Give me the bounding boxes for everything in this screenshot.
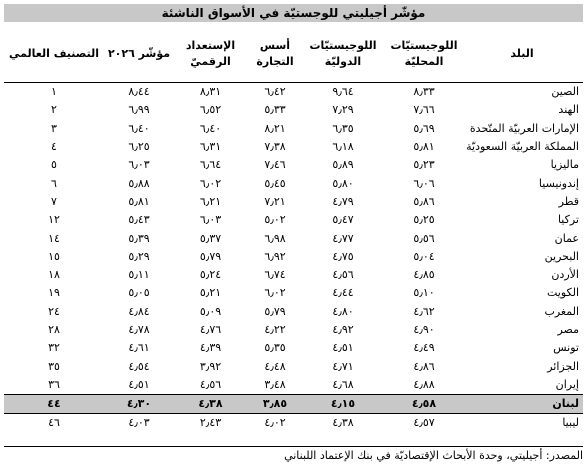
cell-intl-logistics: ٧٫٢٩ xyxy=(332,103,354,117)
cell-country: عمان xyxy=(554,231,579,245)
cell-digital-readiness: ٤٫٣٩ xyxy=(199,341,222,355)
cell-index-2026: ٥٫٢٩ xyxy=(128,249,150,263)
table-row xyxy=(4,376,583,395)
cell-index-2026: ٦٫٤٠ xyxy=(128,121,150,135)
table-row xyxy=(4,321,583,339)
cell-business-fundamentals: ٦٫٩٢ xyxy=(264,249,286,263)
cell-business-fundamentals: ٧٫٢١ xyxy=(264,194,286,208)
cell-global-rank: ٣٢ xyxy=(48,341,60,355)
table-row xyxy=(4,156,583,174)
cell-local-logistics: ٥٫٢٥ xyxy=(413,213,435,227)
cell-global-rank: ١٥ xyxy=(48,249,60,263)
table-row xyxy=(4,193,583,211)
header-business-fundamentals: أسس التجارة xyxy=(247,26,303,83)
cell-local-logistics: ٥٫٢٣ xyxy=(413,158,435,172)
cell-business-fundamentals: ٤٫٠٢ xyxy=(264,416,286,430)
table-row xyxy=(4,303,583,321)
cell-digital-readiness: ٢٫٤٣ xyxy=(199,416,222,430)
cell-intl-logistics: ٥٫٤٧ xyxy=(332,213,354,227)
cell-global-rank: ٦ xyxy=(51,176,57,190)
cell-global-rank: ٢٤ xyxy=(48,304,60,318)
cell-index-2026: ٦٫٩٩ xyxy=(128,103,150,117)
cell-business-fundamentals: ٧٫٤٦ xyxy=(264,158,286,172)
header-row xyxy=(4,26,583,83)
cell-index-2026: ٦٫٢٥ xyxy=(128,140,150,154)
table-row xyxy=(4,414,583,433)
cell-business-fundamentals: ٥٫٠٢ xyxy=(264,213,286,227)
cell-country: إندونيسيا xyxy=(538,176,579,190)
cell-global-rank: ١ xyxy=(51,85,57,99)
table-row xyxy=(4,357,583,375)
cell-global-rank: ١٤ xyxy=(48,231,60,245)
cell-index-2026: ٤٫٥٤ xyxy=(128,359,150,373)
cell-digital-readiness: ٥٫٣٧ xyxy=(199,231,222,245)
cell-global-rank: ١٨ xyxy=(48,268,60,282)
table-row xyxy=(4,138,583,156)
cell-digital-readiness: ٣٫٩٢ xyxy=(199,359,222,373)
header-country: البلد xyxy=(465,26,583,83)
cell-intl-logistics: ٤٫٥١ xyxy=(332,341,354,355)
cell-business-fundamentals: ٥٫٤٥ xyxy=(264,176,286,190)
table-row xyxy=(4,229,583,247)
cell-local-logistics: ٥٫٨١ xyxy=(413,140,435,154)
cell-digital-readiness: ٤٫٣٨ xyxy=(174,395,247,414)
cell-business-fundamentals: ٦٫٩٨ xyxy=(264,231,286,245)
cell-global-rank: ٤٤ xyxy=(4,395,104,414)
cell-business-fundamentals: ٨٫٢١ xyxy=(264,121,286,135)
cell-local-logistics: ٤٫٩٠ xyxy=(413,323,435,336)
cell-global-rank: ٣ xyxy=(51,121,57,135)
cell-local-logistics: ٥٫١٠ xyxy=(413,286,435,300)
cell-business-fundamentals: ٤٫٢٢ xyxy=(264,323,286,336)
cell-global-rank: ٣٦ xyxy=(48,377,60,391)
cell-local-logistics: ٥٫٥٦ xyxy=(413,231,435,245)
cell-country: الإمارات العربيّة المتّحدة xyxy=(469,121,579,135)
cell-country: الأردن xyxy=(551,268,579,282)
cell-local-logistics: ٤٫٨٨ xyxy=(413,377,435,391)
cell-index-2026: ٤٫٨٤ xyxy=(128,304,150,318)
cell-index-2026: ٤٫٠٣ xyxy=(128,416,150,430)
table-row xyxy=(4,248,583,266)
cell-intl-logistics: ٤٫٧٩ xyxy=(332,194,354,208)
cell-local-logistics: ٨٫٣٣ xyxy=(413,85,435,99)
cell-digital-readiness: ٤٫٥٦ xyxy=(199,377,222,391)
table-row xyxy=(4,266,583,284)
cell-business-fundamentals: ٣٫٨٥ xyxy=(247,395,303,414)
cell-intl-logistics: ٦٫٣٥ xyxy=(332,121,354,135)
cell-country: الكويت xyxy=(546,286,579,300)
cell-index-2026: ٤٫٣٠ xyxy=(104,395,174,414)
cell-country: قطر xyxy=(558,194,579,208)
cell-digital-readiness: ٥٫٢١ xyxy=(199,286,222,300)
cell-country: تونس xyxy=(553,341,579,355)
table-row xyxy=(4,211,583,229)
header-index-2026: مؤشّر ٢٠٢٦ xyxy=(104,26,174,83)
cell-index-2026: ٤٫٦١ xyxy=(128,341,150,355)
cell-index-2026: ٤٫٧٨ xyxy=(128,323,150,336)
cell-intl-logistics: ٤٫٩٢ xyxy=(332,323,354,336)
cell-intl-logistics: ٩٫٦٤ xyxy=(332,85,354,99)
cell-intl-logistics: ٤٫٧٥ xyxy=(332,249,354,263)
cell-business-fundamentals: ٤٫٤٨ xyxy=(264,359,286,373)
cell-intl-logistics: ٤٫٨٠ xyxy=(332,304,354,318)
cell-digital-readiness: ٦٫٦٤ xyxy=(199,158,222,172)
cell-index-2026: ٥٫٣٩ xyxy=(128,231,150,245)
source-note: المصدر: أجيليتي، وحدة الأبحاث الإقتصاديّة في بنك الإعتماد اللبناني xyxy=(4,446,583,462)
cell-local-logistics: ٤٫٥٨ xyxy=(383,395,465,414)
cell-global-rank: ٤ xyxy=(51,140,57,154)
cell-global-rank: ١٢ xyxy=(48,213,60,227)
cell-global-rank: ٢٨ xyxy=(48,323,60,336)
cell-index-2026: ٥٫١١ xyxy=(128,268,150,282)
cell-country: الهند xyxy=(558,103,579,117)
cell-intl-logistics: ٤٫٥٦ xyxy=(332,268,354,282)
cell-intl-logistics: ٦٫١٨ xyxy=(332,140,354,154)
cell-business-fundamentals: ٥٫٧٩ xyxy=(264,304,286,318)
cell-intl-logistics: ٤٫٤٤ xyxy=(332,286,354,300)
cell-digital-readiness: ٦٫٠٣ xyxy=(199,213,222,227)
cell-index-2026: ٦٫٠٣ xyxy=(128,158,150,172)
cell-intl-logistics: ٤٫٦٨ xyxy=(332,377,354,391)
cell-local-logistics: ٤٫٨٦ xyxy=(413,359,435,373)
cell-global-rank: ١٩ xyxy=(48,286,60,300)
cell-business-fundamentals: ٦٫٠٢ xyxy=(264,286,286,300)
cell-intl-logistics: ٥٫٨٠ xyxy=(332,176,354,190)
cell-digital-readiness: ٦٫٥٢ xyxy=(199,103,222,117)
cell-business-fundamentals: ٥٫٣٥ xyxy=(264,341,286,355)
cell-business-fundamentals: ٥٫٣٣ xyxy=(264,103,286,117)
cell-country: ماليزيا xyxy=(550,158,579,172)
cell-country: إيران xyxy=(555,377,579,391)
table-row xyxy=(4,395,583,414)
cell-digital-readiness: ٦٫٣١ xyxy=(199,140,222,154)
cell-country: لبنان xyxy=(465,395,583,414)
table-row xyxy=(4,174,583,192)
cell-index-2026: ٤٫٥١ xyxy=(128,377,150,391)
cell-digital-readiness: ٦٫٤٠ xyxy=(199,121,222,135)
cell-global-rank: ٧ xyxy=(51,194,57,208)
cell-business-fundamentals: ٦٫٧٤ xyxy=(264,268,286,282)
table-row xyxy=(4,120,583,138)
cell-global-rank: ٥ xyxy=(51,158,57,172)
cell-global-rank: ٤٦ xyxy=(48,416,60,430)
cell-index-2026: ٥٫٨٨ xyxy=(128,176,150,190)
table-row xyxy=(4,339,583,357)
cell-local-logistics: ٤٫٦٢ xyxy=(413,304,435,318)
cell-digital-readiness: ٦٫٠٢ xyxy=(199,176,222,190)
cell-index-2026: ٨٫٤٤ xyxy=(128,85,150,99)
cell-local-logistics: ٤٫٥٧ xyxy=(413,416,435,430)
cell-local-logistics: ٤٫٤٩ xyxy=(413,341,435,355)
cell-country: مصر xyxy=(557,323,579,336)
cell-index-2026: ٥٫٤٣ xyxy=(128,213,150,227)
cell-country: المغرب xyxy=(544,304,579,318)
cell-country: الصين xyxy=(551,85,579,99)
cell-intl-logistics: ٤٫٣٨ xyxy=(332,416,354,430)
header-digital-readiness: الإستعداد الرقميّ xyxy=(174,26,247,83)
cell-digital-readiness: ٦٫٢١ xyxy=(199,194,222,208)
cell-business-fundamentals: ٦٫٤٢ xyxy=(264,85,286,99)
cell-country: البحرين xyxy=(544,249,579,263)
cell-local-logistics: ٥٫٠٤ xyxy=(413,249,435,263)
cell-index-2026: ٥٫٠٥ xyxy=(128,286,150,300)
cell-digital-readiness: ٨٫٣١ xyxy=(199,85,222,99)
cell-index-2026: ٥٫٨١ xyxy=(128,194,150,208)
cell-country: تركيا xyxy=(557,213,579,227)
cell-local-logistics: ٤٫٨٥ xyxy=(413,268,435,282)
cell-digital-readiness: ٥٫٠٩ xyxy=(199,304,222,318)
cell-global-rank: ٢ xyxy=(51,103,57,117)
header-local-logistics: اللوجيستيّات المحليّة xyxy=(383,26,465,83)
table-row xyxy=(4,284,583,302)
table-row xyxy=(4,101,583,119)
cell-intl-logistics: ٤٫٧١ xyxy=(332,359,354,373)
cell-global-rank: ٣٥ xyxy=(48,359,60,373)
table-title: مؤشّر أجيليتي للوجستيّة في الأسواق الناشئة xyxy=(4,4,583,22)
header-global-rank: التصنيف العالمي xyxy=(4,26,104,83)
cell-local-logistics: ٥٫٨٦ xyxy=(413,194,435,208)
cell-local-logistics: ٧٫٦٦ xyxy=(413,103,435,117)
cell-local-logistics: ٦٫٠٦ xyxy=(413,176,435,190)
cell-intl-logistics: ٥٫٨٩ xyxy=(332,158,354,172)
cell-local-logistics: ٥٫٦٩ xyxy=(413,121,435,135)
cell-intl-logistics: ٤٫٧٧ xyxy=(332,231,354,245)
cell-country: المملكة العربيّة السعوديّة xyxy=(466,140,579,154)
cell-digital-readiness: ٥٫٢٤ xyxy=(199,268,222,282)
header-intl-logistics: اللوجيستيّات الدوليّة xyxy=(303,26,383,83)
cell-business-fundamentals: ٣٫٤٨ xyxy=(264,377,286,391)
cell-business-fundamentals: ٧٫٣٨ xyxy=(264,140,286,154)
table-row xyxy=(4,83,583,102)
cell-digital-readiness: ٥٫٧٩ xyxy=(199,249,222,263)
logistics-index-table xyxy=(4,26,583,433)
cell-intl-logistics: ٤٫١٥ xyxy=(303,395,383,414)
cell-country: الجزائر xyxy=(547,359,579,373)
cell-country: ليبيا xyxy=(562,416,579,430)
cell-digital-readiness: ٤٫٧٦ xyxy=(199,323,222,336)
